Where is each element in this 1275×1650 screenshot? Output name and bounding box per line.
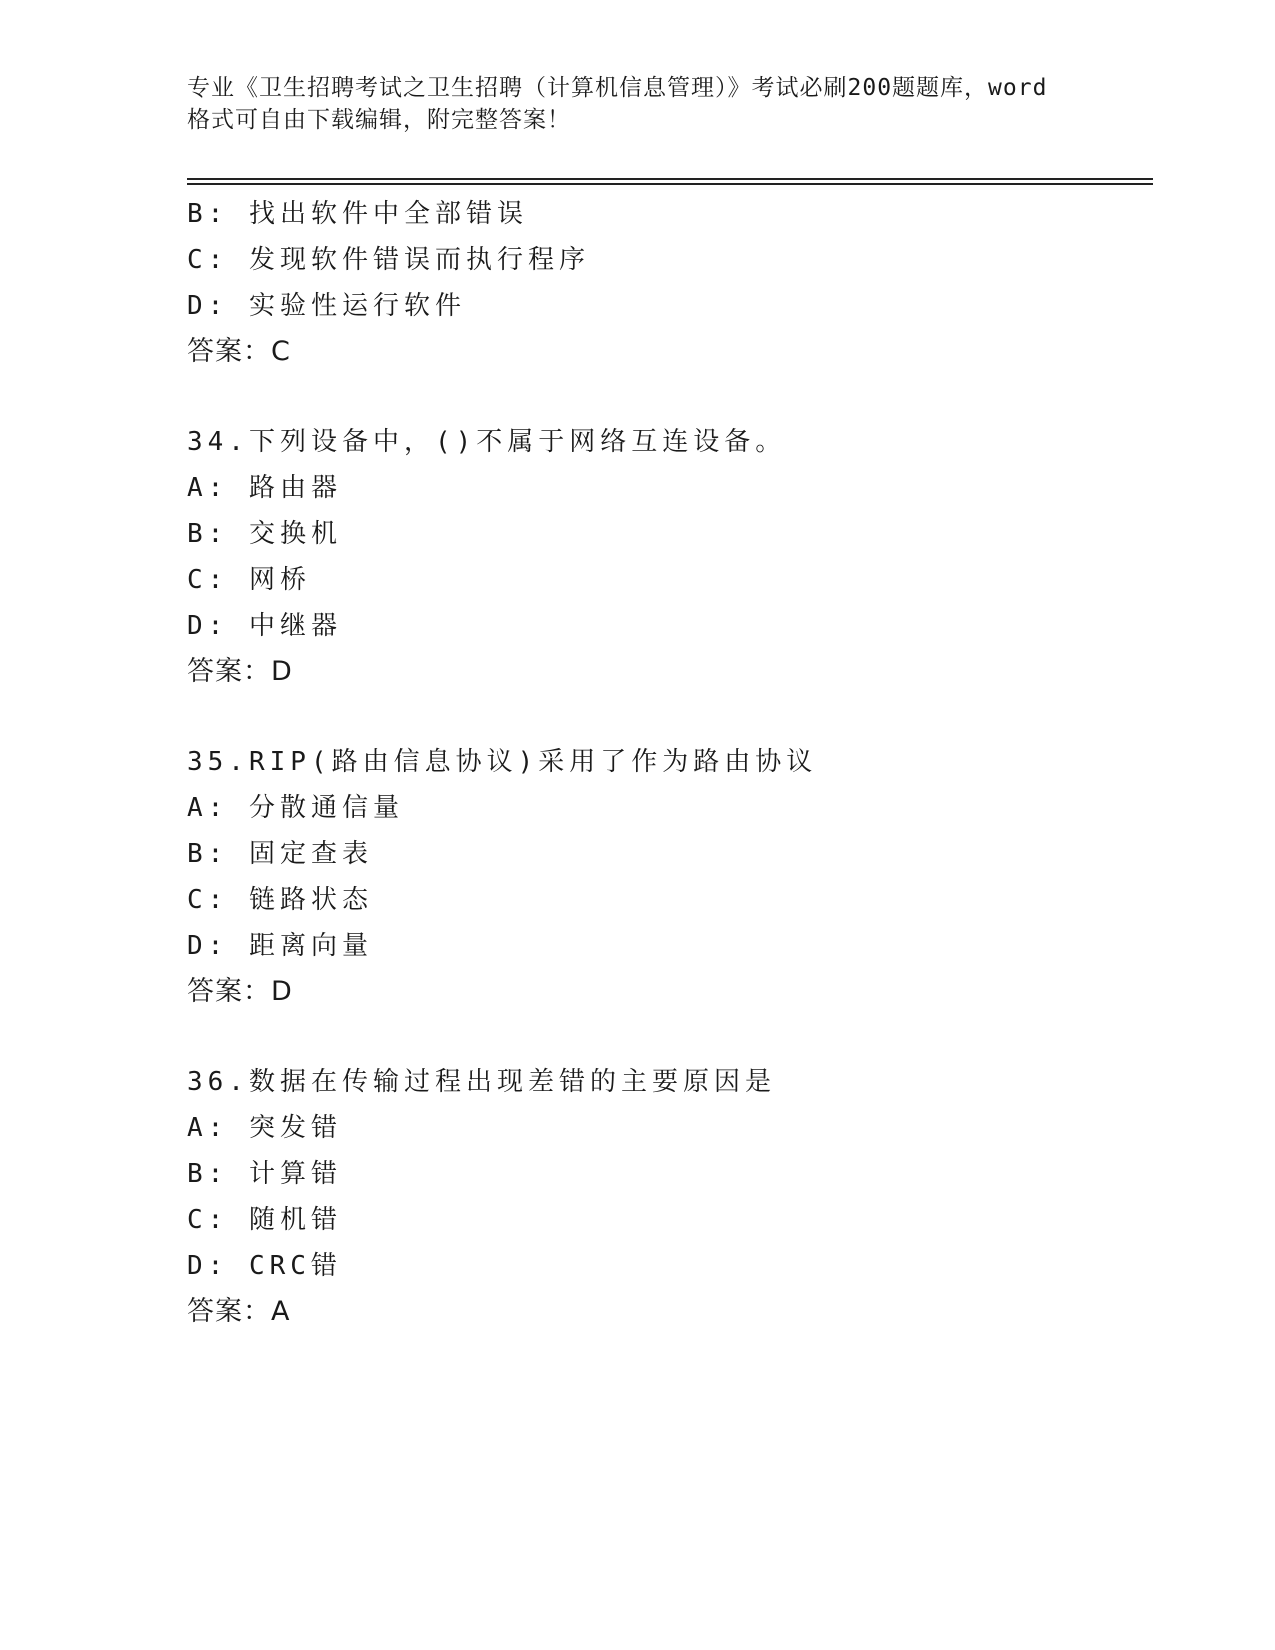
question-34	[187, 419, 1153, 695]
option-b: B: 计算错	[187, 1159, 342, 1189]
option-d: D: CRC错	[187, 1251, 342, 1281]
option-a: A: 路由器	[187, 473, 342, 503]
question-stem: 34.下列设备中，()不属于网络互连设备。	[187, 427, 787, 457]
document-header	[187, 72, 1107, 136]
question-33-continued	[187, 191, 1153, 375]
option-d: D: 实验性运行软件	[187, 291, 466, 321]
option-b: B: 交换机	[187, 519, 342, 549]
spacer	[187, 375, 1153, 419]
option-b: B: 找出软件中全部错误	[187, 199, 528, 229]
option-a: A: 分散通信量	[187, 793, 404, 823]
question-36	[187, 1059, 1153, 1335]
option-c: C: 随机错	[187, 1205, 342, 1235]
answer: 答案：A	[187, 1296, 291, 1327]
option-c: C: 链路状态	[187, 885, 373, 915]
header-line-1: 专业《卫生招聘考试之卫生招聘（计算机信息管理）》考试必刷200题题库，word	[187, 75, 1048, 101]
answer: 答案：C	[187, 336, 291, 367]
question-stem: 35.RIP(路由信息协议)采用了作为路由协议	[187, 747, 818, 777]
question-stem: 36.数据在传输过程出现差错的主要原因是	[187, 1067, 776, 1097]
option-c: C: 网桥	[187, 565, 311, 595]
spacer	[187, 1015, 1153, 1059]
option-a: A: 突发错	[187, 1113, 342, 1143]
question-35	[187, 739, 1153, 1015]
option-c: C: 发现软件错误而执行程序	[187, 245, 590, 275]
option-d: D: 距离向量	[187, 931, 373, 961]
question-list	[187, 191, 1153, 1335]
option-d: D: 中继器	[187, 611, 342, 641]
answer: 答案：D	[187, 656, 293, 687]
header-divider-bottom	[187, 183, 1153, 185]
answer: 答案：D	[187, 976, 293, 1007]
option-b: B: 固定查表	[187, 839, 373, 869]
header-line-2: 格式可自由下载编辑，附完整答案！	[187, 107, 571, 133]
header-divider-top	[187, 178, 1153, 180]
spacer	[187, 695, 1153, 739]
